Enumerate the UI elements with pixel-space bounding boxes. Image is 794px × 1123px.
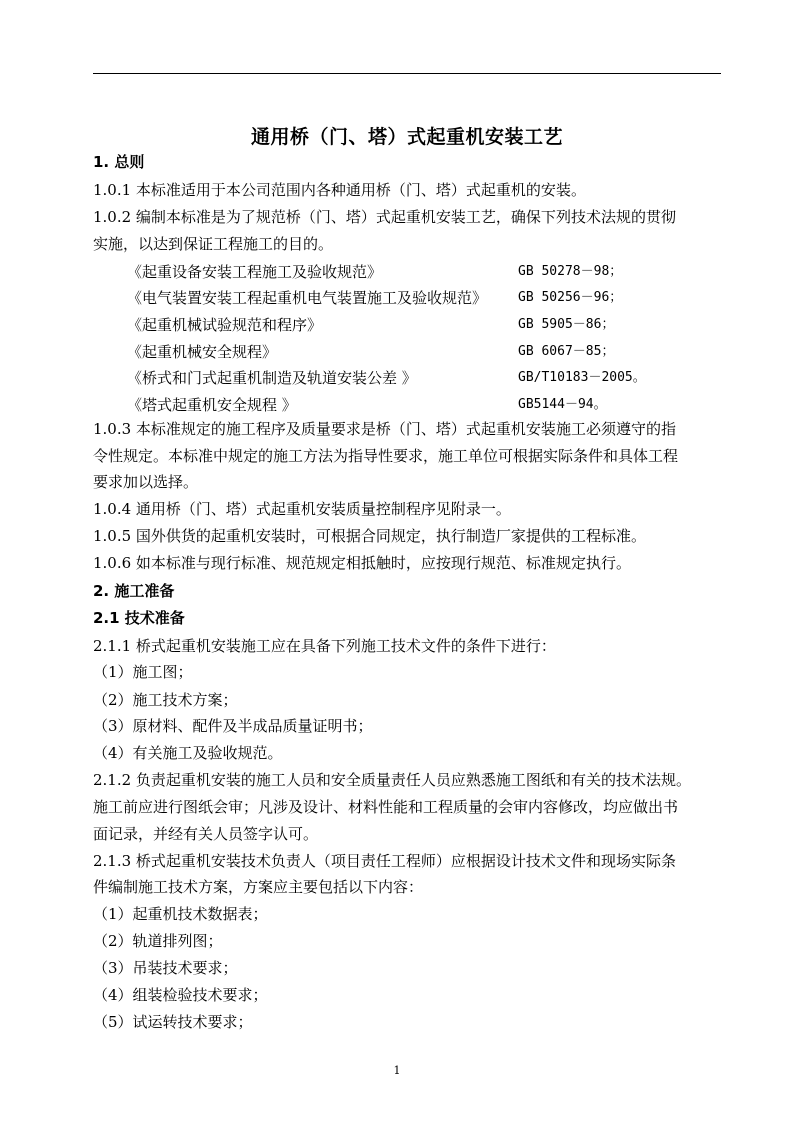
section-heading: 1. 总则 [93,153,145,171]
paragraph-line: 1.0.4 通用桥（门、塔）式起重机安装质量控制程序见附录一。 [93,500,511,518]
reference-name: 《起重机械试验规范和程序》 [127,316,323,334]
paragraph-line: 1.0.1 本标准适用于本公司范围内各种通用桥（门、塔）式起重机的安装。 [93,181,586,199]
reference-code: GB5144－94。 [518,397,607,412]
paragraph-line: 要求加以选择。 [93,473,199,491]
paragraph-line: 1.0.3 本标准规定的施工程序及质量要求是桥（门、塔）式起重机安装施工必须遵守的指 [93,420,676,438]
paragraph-line: （3）原材料、配件及半成品质量证明书； [93,717,373,735]
section-heading: 2. 施工准备 [93,582,175,600]
paragraph-line: 令性规定。本标准中规定的施工方法为指导性要求，施工单位可根据实际条件和具体工程 [93,447,679,465]
paragraph-line: 件编制施工技术方案，方案应主要包括以下内容： [93,878,424,896]
paragraph-line: （1）施工图； [93,663,193,681]
paragraph-line: 实施，以达到保证工程施工的目的。 [93,235,334,253]
paragraph-line: 2.1.3 桥式起重机安装技术负责人（项目责任工程师）应根据设计技术文件和现场实际条 [93,852,676,870]
paragraph-line: （5）试运转技术要求； [93,1013,253,1031]
reference-name: 《起重设备安装工程施工及验收规范》 [127,263,383,281]
paragraph-line: 2.1.1 桥式起重机安装施工应在具备下列施工技术文件的条件下进行： [93,637,556,655]
reference-code: GB 50256－96； [518,290,623,305]
page-number: 1 [393,1064,401,1077]
reference-name: 《桥式和门式起重机制造及轨道安装公差 》 [127,369,417,387]
paragraph-line: 1.0.6 如本标准与现行标准、规范规定相抵触时，应按现行规范、标准规定执行。 [93,554,631,572]
reference-code: GB 6067－85； [518,344,615,359]
reference-name: 《塔式起重机安全规程 》 [127,396,297,414]
document-title: 通用桥（门、塔）式起重机安装工艺 [250,126,563,148]
reference-code: GB 5905－86； [518,317,615,332]
paragraph-line: 2.1.2 负责起重机安装的施工人员和安全质量责任人员应熟悉施工图纸和有关的技术法规。 [93,771,691,789]
paragraph-line: （4）有关施工及验收规范。 [93,744,283,762]
section-heading: 2.1 技术准备 [93,609,185,627]
paragraph-line: （4）组装检验技术要求； [93,986,268,1004]
paragraph-line: （2）轨道排列图； [93,932,223,950]
reference-name: 《起重机械安全规程》 [127,343,278,361]
paragraph-line: （3）吊装技术要求； [93,959,238,977]
paragraph-line: 1.0.2 编制本标准是为了规范桥（门、塔）式起重机安装工艺，确保下列技术法规的贯彻 [93,208,676,226]
paragraph-line: 施工前应进行图纸会审；凡涉及设计、材料性能和工程质量的会审内容修改，均应做出书 [93,798,679,816]
header-rule [93,73,721,74]
paragraph-line: 面记录，并经有关人员签字认可。 [93,825,319,843]
paragraph-line: 1.0.5 国外供货的起重机安装时，可根据合同规定，执行制造厂家提供的工程标准。 [93,527,646,545]
paragraph-line: （2）施工技术方案； [93,691,238,709]
reference-code: GB 50278－98； [518,264,623,279]
paragraph-line: （1）起重机技术数据表； [93,905,268,923]
reference-name: 《电气装置安装工程起重机电气装置施工及验收规范》 [127,289,488,307]
reference-code: GB/T10183－2005。 [518,370,646,385]
